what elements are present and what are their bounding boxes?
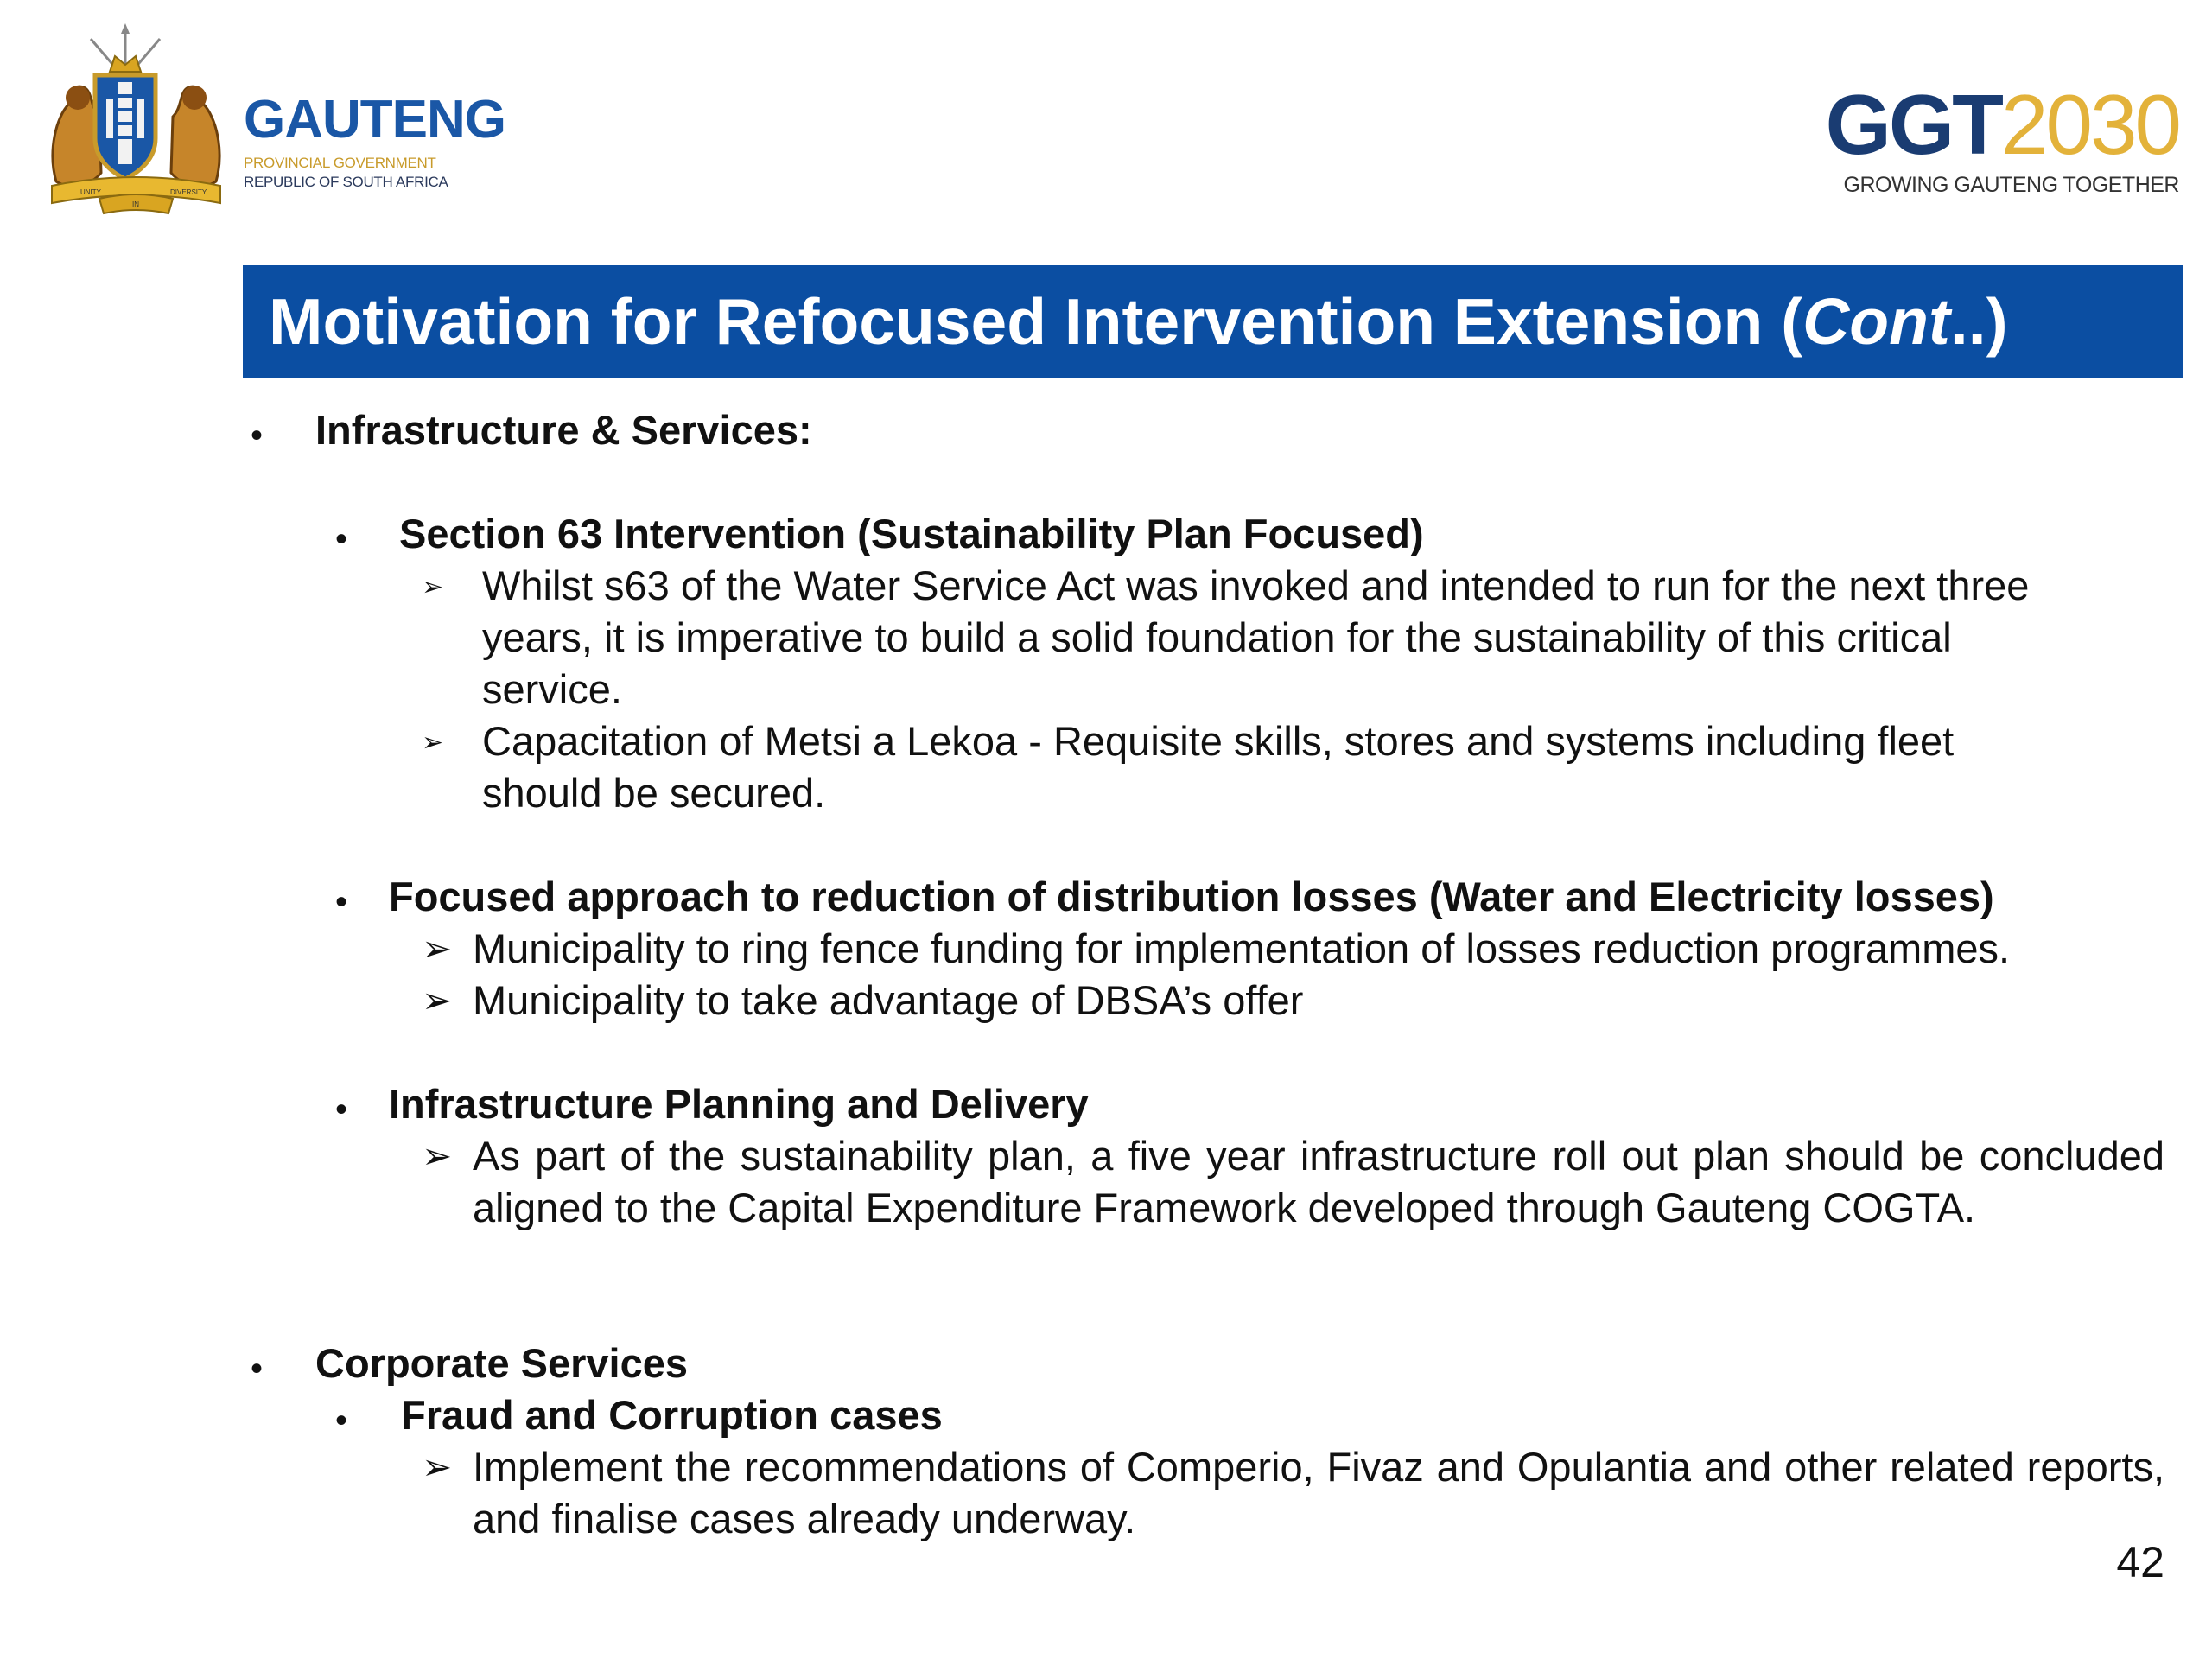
s63-item1-line2: years, it is imperative to build a solid foundation for the sustainability of this critical xyxy=(482,614,1952,660)
crest-banner-in: IN xyxy=(132,200,139,208)
bullet-icon: • xyxy=(335,1402,348,1440)
ggt-prefix: GGT xyxy=(1825,77,2001,172)
ggt2030-logo xyxy=(1825,77,2179,198)
gauteng-provincial-government: PROVINCIAL GOVERNMENT xyxy=(244,155,436,171)
fraud-item1: Implement the recommendations of Comperio, Fivaz and Opulantia and other related reports, and finalise cases already underway. xyxy=(473,1444,2164,1541)
arrow-bullet-icon: ➢ xyxy=(422,980,453,1020)
s63-item1-line3: service. xyxy=(482,666,622,712)
corporate-heading: Corporate Services xyxy=(315,1340,689,1386)
ggt-tagline: GROWING GAUTENG TOGETHER xyxy=(1843,173,2179,197)
bullet-icon: • xyxy=(335,520,348,558)
bullet-icon: • xyxy=(335,1090,348,1128)
gauteng-name: GAUTENG xyxy=(244,90,505,149)
arrow-bullet-icon: ➢ xyxy=(422,728,444,757)
page-number: 42 xyxy=(2116,1538,2164,1586)
s63-item1-line1: Whilst s63 of the Water Service Act was invoked and intended to run for the next three xyxy=(482,563,2030,608)
title-end: ..) xyxy=(1949,285,2008,358)
gauteng-coat-of-arms-icon xyxy=(39,22,233,216)
arrow-bullet-icon: ➢ xyxy=(422,573,444,601)
infra-heading: Infrastructure & Services: xyxy=(315,407,812,453)
title-main: Motivation for Refocused Intervention Extension ( xyxy=(269,285,1803,358)
gauteng-wordmark xyxy=(244,90,505,192)
losses-item2: Municipality to take advantage of DBSA’s offer xyxy=(473,977,1304,1023)
bullet-icon: • xyxy=(251,416,264,454)
ggt2030-wordmark xyxy=(1825,77,2179,172)
arrow-bullet-icon: ➢ xyxy=(422,1446,453,1487)
gauteng-republic: REPUBLIC OF SOUTH AFRICA xyxy=(244,174,448,190)
fraud-heading: Fraud and Corruption cases xyxy=(401,1392,943,1438)
title-italic: Cont xyxy=(1802,285,1950,358)
arrow-bullet-icon: ➢ xyxy=(422,928,453,969)
s63-item2-line1: Capacitation of Metsi a Lekoa - Requisite skills, stores and systems including fleet xyxy=(482,718,1955,764)
ipd-heading: Infrastructure Planning and Delivery xyxy=(389,1081,1089,1127)
ipd-item1: As part of the sustainability plan, a five year infrastructure roll out plan should be concluded aligned to the Capital Expenditure Framework developed through Gauteng COGTA. xyxy=(473,1133,2164,1230)
bullet-icon: • xyxy=(335,883,348,921)
slide-title-bar xyxy=(243,265,2183,378)
s63-item2-line2: should be secured. xyxy=(482,770,826,816)
arrow-bullet-icon: ➢ xyxy=(422,1135,453,1176)
losses-item1: Municipality to ring fence funding for implementation of losses reduction programmes. xyxy=(473,925,2011,971)
bullet-icon: • xyxy=(251,1350,264,1388)
ggt-year: 2030 xyxy=(2000,77,2179,172)
crest-banner-diversity: DIVERSITY xyxy=(170,188,207,196)
losses-heading: Focused approach to reduction of distribution losses (Water and Electricity losses) xyxy=(389,874,1994,919)
slide-title xyxy=(269,287,2008,356)
s63-heading: Section 63 Intervention (Sustainability Plan Focused) xyxy=(399,511,1424,556)
crest-banner-unity: UNITY xyxy=(80,188,101,196)
